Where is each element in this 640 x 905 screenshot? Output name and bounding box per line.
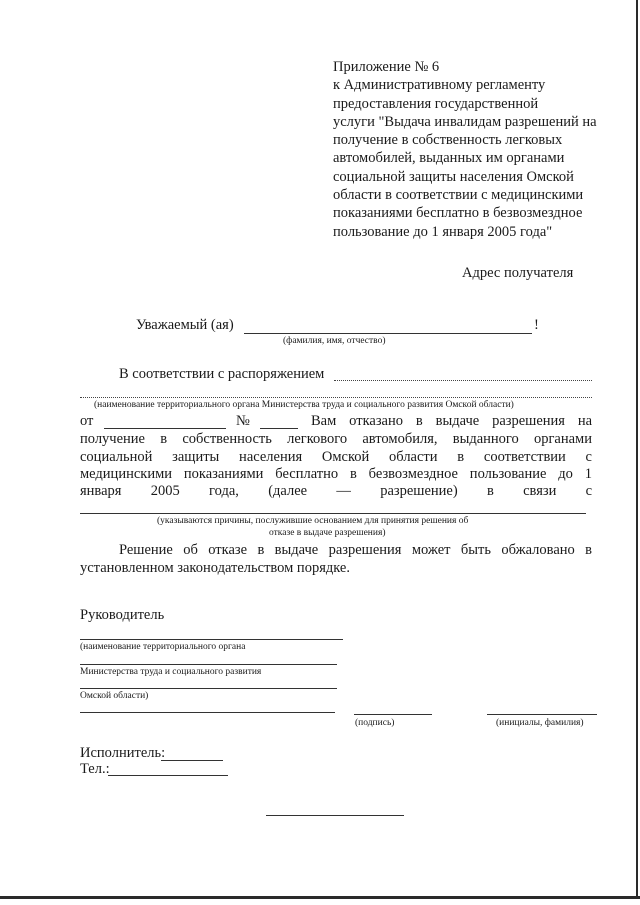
signature-caption: (подпись) [355,718,395,728]
org-line-rule-3 [80,688,337,689]
body-line-1-rest [311,413,592,430]
body-line-4: медицинскими показаниями бесплатно в безвозмездное пользование до 1 [80,466,592,482]
word: с [585,483,593,499]
appendix-line: предоставления государственной [333,95,539,112]
appeal-line-2: установленном законодательством порядке. [80,560,350,576]
appendix-line: автомобилей, выданных им органами [333,150,565,167]
body-line-2: получение в собственность легкового автомобиля, выданного органами [80,431,592,447]
word: января [80,483,122,499]
salutation-name-line [244,333,532,334]
org-line-rule-2 [80,664,337,665]
executor-line [161,760,223,761]
phone-line [108,775,228,776]
word: — [336,483,351,499]
name-caption: (инициалы, фамилия) [496,718,584,728]
scan-edge-right [636,0,638,899]
head-label: Руководитель [80,607,165,623]
salutation-caption: (фамилия, имя, отчество) [283,336,386,346]
date-blank-line [104,428,226,429]
word: связи [523,483,557,499]
word-number-sign: № [236,413,250,429]
appendix-header [333,58,597,241]
salutation-prefix: Уважаемый (ая) [136,317,234,333]
footer-rule [266,815,404,816]
appeal-line-1: Решение об отказе в выдаче разрешения может быть обжаловано в [119,542,592,558]
appendix-line: получение в собственность легковых [333,132,563,149]
order-intro: В соответствии с распоряжением [119,366,325,382]
order-number-line [334,380,592,381]
org-caption: (наименование территориального органа Министерства труда и социального развития Омской области) [94,400,514,410]
reason-caption-2: отказе в выдаче разрешения) [269,528,386,538]
appendix-line: социальной защиты населения Омской [333,168,574,185]
appendix-line: услуги "Выдача инвалидам разрешений на [333,113,597,130]
org-line-rule-4 [80,712,335,713]
phone-label: Тел.: [80,761,110,777]
word: года, [209,483,239,499]
word: разрешения [492,413,565,429]
reason-caption-1: (указываются причины, послужившие основанием для принятия решения об [157,516,469,526]
word: в [415,413,423,429]
appendix-line: Приложение № 6 [333,59,440,75]
appendix-line: области в соответствии с медицинскими [333,187,584,204]
org-caption-3: Омской области) [80,691,149,701]
appendix-line: к Административному регламенту [333,77,546,94]
appendix-line: показаниями бесплатно в безвозмездное [333,205,583,222]
scan-edge-bottom [0,896,640,899]
name-line [487,714,597,715]
word: 2005 [150,483,180,499]
number-blank-line [260,428,298,429]
org-name-line [80,397,592,398]
appendix-line: пользование до 1 января 2005 года" [333,223,553,240]
word: в [486,483,494,499]
word-ot: от [80,413,94,429]
recipient-address-label: Адрес получателя [462,265,574,281]
executor-label: Исполнитель: [80,745,166,761]
org-caption-2: Министерства труда и социального развития [80,667,262,677]
body-line-3: социальной защиты населения Омской области в соответствии с [80,449,592,465]
org-caption-1: (наименование территориального органа [80,642,246,652]
word: (далее [268,483,308,499]
body-line-5 [80,483,592,500]
word: отказано [349,413,404,429]
org-line-rule-1 [80,639,343,640]
word: на [577,413,593,429]
word: Вам [311,413,337,429]
signature-line [354,714,432,715]
word: выдаче [435,413,480,429]
salutation-suffix: ! [534,317,539,333]
word: разрешение) [380,483,458,499]
reason-line [80,513,586,514]
